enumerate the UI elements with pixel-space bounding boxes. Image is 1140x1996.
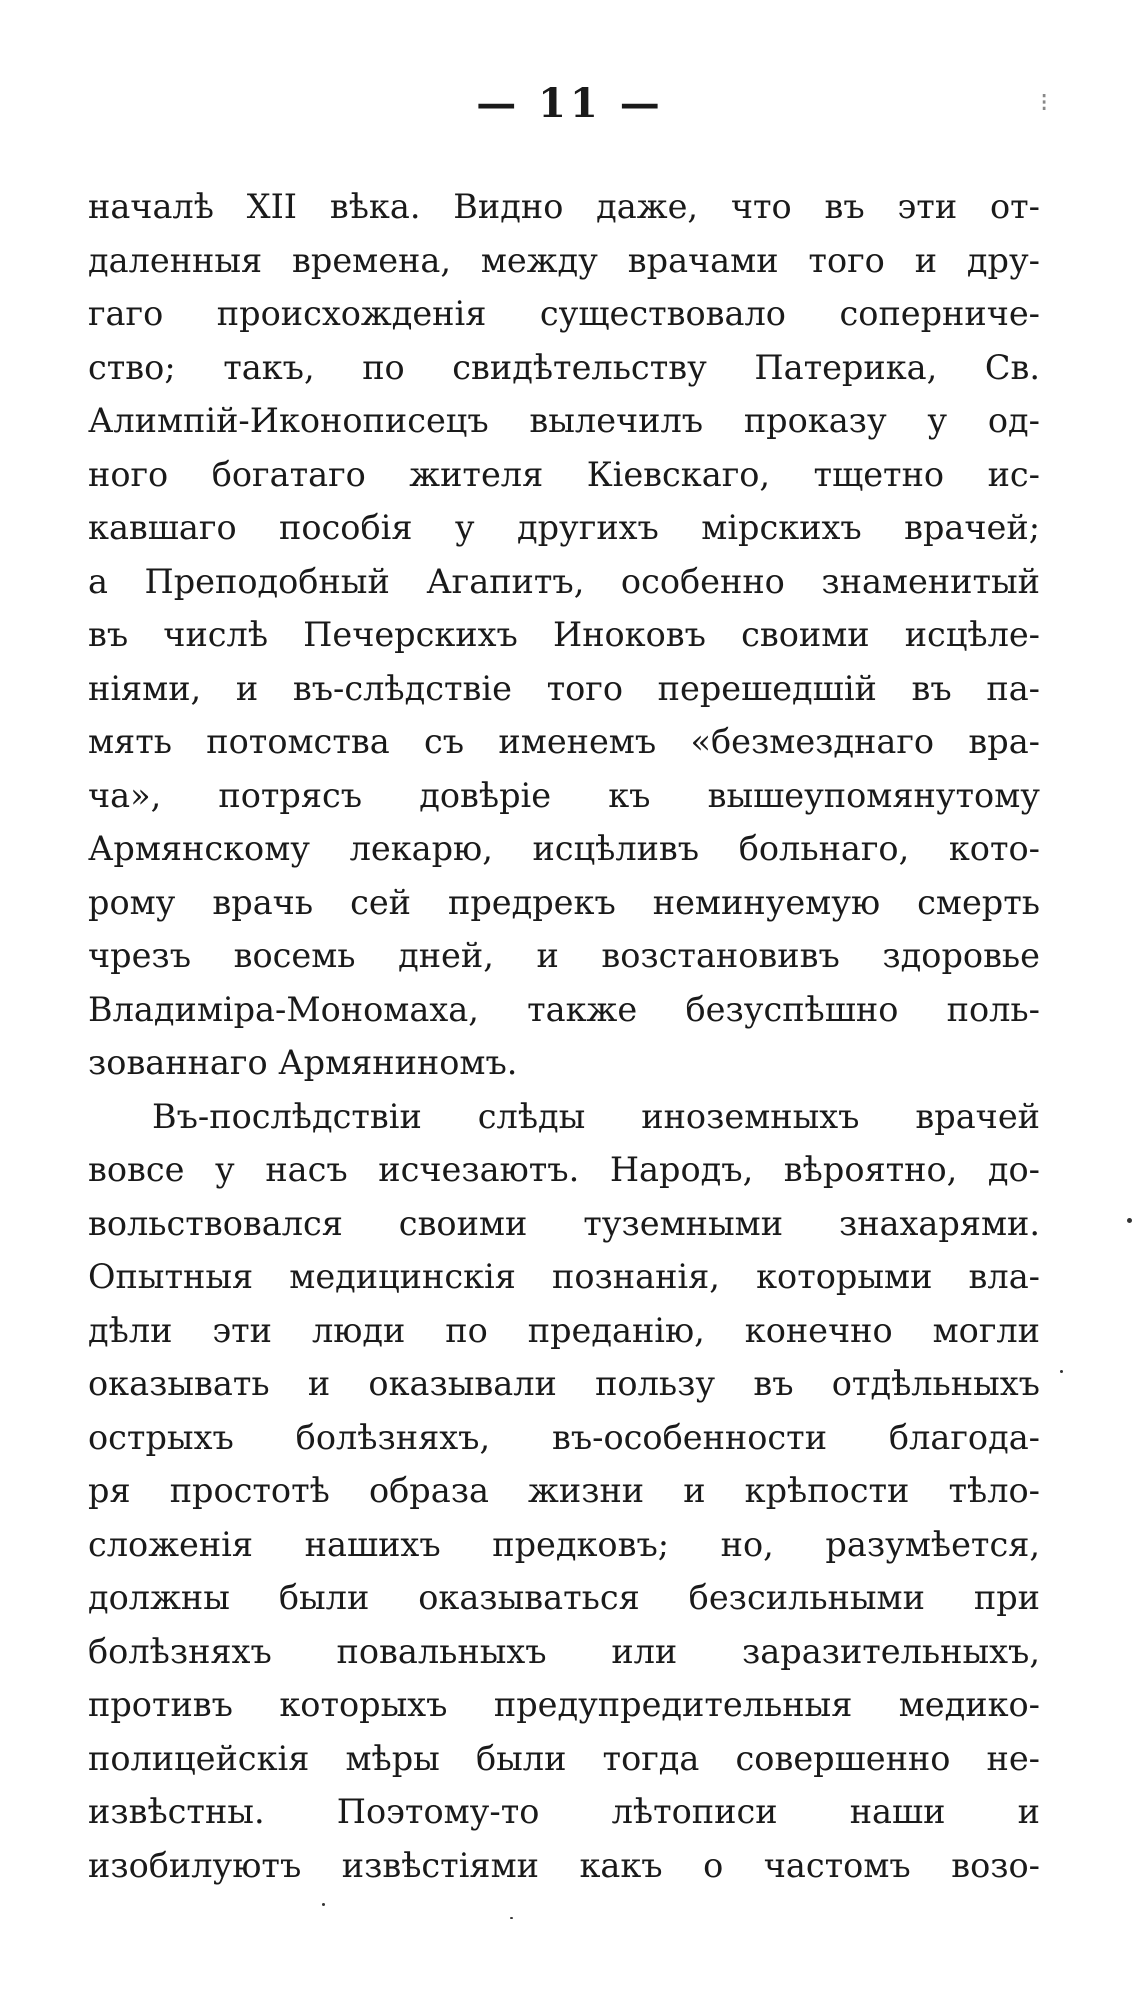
text-line: ного богатаго жителя Кіевскаго, тщетно ис- [88, 454, 1040, 494]
text-line: даленныя времена, между врачами того и дру- [88, 240, 1040, 280]
text-line: Опытныя медицинскія познанія, которыми вла- [88, 1257, 1040, 1296]
print-speck [322, 1903, 325, 1906]
text-line: а Преподобный Агапитъ, особенно знаменитый [88, 561, 1040, 601]
text-line: Владиміра-Мономаха, также безуспѣшно поль- [88, 989, 1040, 1029]
text-line: противъ которыхъ предупредительныя медико- [88, 1685, 1040, 1724]
text-line: изобилуютъ извѣстіями какъ о частомъ возо- [88, 1845, 1040, 1885]
text-line: должны были оказываться безсильными при [88, 1578, 1040, 1617]
print-speck [1060, 1370, 1063, 1373]
page-number: — 11 — [476, 80, 664, 127]
text-line: зованнаго Армяниномъ. [88, 1043, 518, 1082]
text-line: острыхъ болѣзняхъ, въ-особенности благода- [88, 1417, 1040, 1457]
text-line: Армянскому лекарю, исцѣливъ больнаго, кото- [88, 829, 1040, 868]
text-line: полицейскія мѣры были тогда совершенно не- [88, 1738, 1040, 1778]
text-line: извѣстны. Поэтому-то лѣтописи наши и [88, 1792, 1040, 1831]
text-line: ніями, и въ-слѣдствіе того перешедшій въ па- [88, 668, 1040, 708]
corner-mark: ⁝ [1040, 88, 1049, 118]
print-speck [510, 1917, 513, 1919]
text-line: чрезъ восемь дней, и возстановивъ здоровье [88, 936, 1040, 975]
text-line: вовсе у насъ исчезаютъ. Народъ, вѣроятно, до- [88, 1150, 1040, 1189]
print-speck [1127, 1218, 1132, 1223]
text-line: ря простотѣ образа жизни и крѣпости тѣло- [88, 1471, 1040, 1510]
text-line: сложенія нашихъ предковъ; но, разумѣется, [88, 1524, 1040, 1564]
text-line: оказывать и оказывали пользу въ отдѣльныхъ [88, 1364, 1040, 1403]
text-line: гаго происхожденія существовало соперниче- [88, 294, 1040, 333]
text-line: ча», потрясъ довѣріе къ вышеупомянутому [88, 775, 1040, 815]
text-line: болѣзняхъ повальныхъ или заразительныхъ, [88, 1631, 1040, 1671]
text-line: въ числѣ Печерскихъ Иноковъ своими исцѣле- [88, 615, 1040, 654]
body-text [88, 180, 1040, 1892]
text-line: кавшаго пособія у другихъ мірскихъ врачей; [88, 508, 1040, 547]
text-line: рому врачь сей предрекъ неминуемую смерть [88, 882, 1040, 922]
text-line: мять потомства съ именемъ «безмезднаго вра- [88, 722, 1040, 761]
text-line: Алимпій-Иконописецъ вылечилъ проказу у од- [88, 401, 1040, 440]
text-line: дѣли эти люди по преданію, конечно могли [88, 1310, 1040, 1350]
text-line: ство; такъ, по свидѣтельству Патерика, Св. [88, 347, 1040, 387]
text-line: началѣ XII вѣка. Видно даже, что въ эти от- [88, 187, 1040, 226]
text-line: вольствовался своими туземными знахарями. [88, 1203, 1040, 1243]
paragraph-start-line: Въ-послѣдствіи слѣды иноземныхъ врачей [152, 1096, 1040, 1136]
